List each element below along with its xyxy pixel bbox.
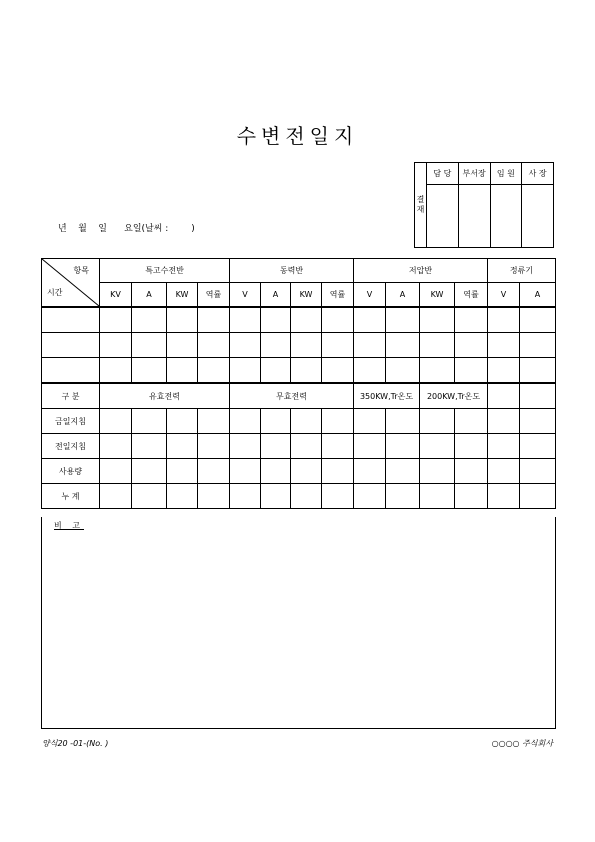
subheader: A: [261, 283, 291, 308]
data-cell[interactable]: [132, 459, 167, 484]
data-cell[interactable]: [261, 409, 291, 434]
company-name: ○○○○ 주식회사: [491, 739, 553, 748]
data-cell[interactable]: [455, 434, 488, 459]
summary-row: [42, 434, 556, 459]
data-cell[interactable]: [488, 333, 520, 358]
subheader: 역률: [198, 283, 230, 308]
data-cell[interactable]: [520, 333, 556, 358]
subheader: V: [230, 283, 261, 308]
data-cell[interactable]: [488, 307, 520, 333]
data-cell[interactable]: [132, 307, 167, 333]
summary-row: [42, 459, 556, 484]
approval-sign-executive[interactable]: [490, 185, 522, 248]
approval-sign-president[interactable]: [522, 185, 554, 248]
data-cell[interactable]: [230, 434, 261, 459]
data-cell[interactable]: [230, 307, 261, 333]
data-cell[interactable]: [132, 409, 167, 434]
remarks-box[interactable]: [41, 517, 556, 729]
section-reactive-power: 무효전력: [230, 383, 354, 409]
data-cell[interactable]: [455, 333, 488, 358]
data-cell[interactable]: [198, 434, 230, 459]
data-cell[interactable]: [386, 409, 420, 434]
data-cell[interactable]: [261, 307, 291, 333]
data-cell[interactable]: [455, 409, 488, 434]
time-cell[interactable]: [42, 333, 100, 358]
data-cell[interactable]: [198, 409, 230, 434]
data-cell[interactable]: [488, 383, 520, 409]
group-header-low-voltage: 저압반: [354, 259, 488, 283]
data-row: [42, 307, 556, 333]
data-cell[interactable]: [488, 459, 520, 484]
data-cell[interactable]: [230, 358, 261, 384]
data-cell[interactable]: [386, 333, 420, 358]
approval-role-executive: 임 원: [490, 163, 522, 185]
data-cell[interactable]: [261, 434, 291, 459]
corner-item-label: 항목: [73, 266, 89, 275]
subheader: V: [354, 283, 386, 308]
document-title: 수변전일지: [236, 124, 359, 148]
approval-side-label: 결 재: [415, 163, 427, 248]
data-cell[interactable]: [420, 459, 455, 484]
data-cell[interactable]: [455, 484, 488, 509]
data-cell[interactable]: [261, 358, 291, 384]
data-cell[interactable]: [420, 434, 455, 459]
subheader: KW: [420, 283, 455, 308]
data-cell[interactable]: [291, 358, 322, 384]
data-cell[interactable]: [520, 383, 556, 409]
data-cell[interactable]: [322, 459, 354, 484]
data-cell[interactable]: [167, 484, 198, 509]
section-label: 구 분: [42, 383, 100, 409]
summary-row: [42, 484, 556, 509]
data-cell[interactable]: [167, 307, 198, 333]
subheader: A: [386, 283, 420, 308]
data-cell[interactable]: [354, 307, 386, 333]
data-cell[interactable]: [520, 358, 556, 384]
data-cell[interactable]: [420, 358, 455, 384]
data-cell[interactable]: [291, 434, 322, 459]
data-cell[interactable]: [291, 484, 322, 509]
data-cell[interactable]: [386, 358, 420, 384]
data-cell[interactable]: [167, 459, 198, 484]
data-cell[interactable]: [420, 307, 455, 333]
data-cell[interactable]: [420, 409, 455, 434]
data-cell[interactable]: [198, 333, 230, 358]
data-cell[interactable]: [455, 307, 488, 333]
subheader: KW: [291, 283, 322, 308]
data-cell[interactable]: [386, 484, 420, 509]
summary-label-usage: 사용량: [42, 459, 100, 484]
data-cell[interactable]: [100, 459, 132, 484]
data-cell[interactable]: [322, 333, 354, 358]
data-cell[interactable]: [132, 434, 167, 459]
log-table: [41, 258, 556, 509]
data-cell[interactable]: [520, 307, 556, 333]
corner-time-label: 시간: [47, 288, 63, 297]
data-cell[interactable]: [230, 409, 261, 434]
data-cell[interactable]: [488, 358, 520, 384]
data-cell[interactable]: [230, 459, 261, 484]
data-cell[interactable]: [488, 434, 520, 459]
group-header-high-voltage: 특고수전반: [100, 259, 230, 283]
summary-label-today: 금일지침: [42, 409, 100, 434]
approval-sign-manager[interactable]: [458, 185, 490, 248]
data-cell[interactable]: [520, 409, 556, 434]
data-cell[interactable]: [100, 484, 132, 509]
data-cell[interactable]: [261, 484, 291, 509]
subheader: 역률: [455, 283, 488, 308]
section-tr200-temp: 200KW,Tr온도: [420, 383, 488, 409]
data-cell[interactable]: [198, 307, 230, 333]
subheader: V: [488, 283, 520, 308]
subheader: KV: [100, 283, 132, 308]
data-cell[interactable]: [455, 459, 488, 484]
data-cell[interactable]: [230, 333, 261, 358]
data-cell[interactable]: [322, 434, 354, 459]
form-number: 양식20 -01-(No. ): [42, 739, 109, 748]
data-cell[interactable]: [132, 333, 167, 358]
subheader: A: [132, 283, 167, 308]
data-cell[interactable]: [322, 409, 354, 434]
data-cell[interactable]: [420, 484, 455, 509]
data-cell[interactable]: [167, 409, 198, 434]
data-cell[interactable]: [386, 434, 420, 459]
data-cell[interactable]: [100, 333, 132, 358]
data-cell[interactable]: [261, 459, 291, 484]
data-cell[interactable]: [386, 307, 420, 333]
data-cell[interactable]: [386, 459, 420, 484]
corner-header: [42, 259, 100, 308]
data-cell[interactable]: [291, 459, 322, 484]
date-weather-line: 년 월 일 요일(날씨 : ): [58, 224, 195, 234]
data-cell[interactable]: [198, 358, 230, 384]
data-cell[interactable]: [291, 307, 322, 333]
data-row: [42, 333, 556, 358]
data-cell[interactable]: [455, 358, 488, 384]
approval-role-manager: 부서장: [458, 163, 490, 185]
summary-row: [42, 409, 556, 434]
data-cell[interactable]: [132, 484, 167, 509]
time-cell[interactable]: [42, 307, 100, 333]
subheader: 역률: [322, 283, 354, 308]
section-row: [42, 383, 556, 409]
summary-label-yesterday: 전일지침: [42, 434, 100, 459]
data-cell[interactable]: [488, 409, 520, 434]
data-cell[interactable]: [354, 358, 386, 384]
data-cell[interactable]: [322, 358, 354, 384]
data-cell[interactable]: [354, 333, 386, 358]
data-cell[interactable]: [291, 409, 322, 434]
data-cell[interactable]: [100, 409, 132, 434]
data-cell[interactable]: [420, 333, 455, 358]
remarks-label: 비 고: [54, 521, 84, 530]
data-cell[interactable]: [198, 459, 230, 484]
approval-sign-staff[interactable]: [427, 185, 459, 248]
data-cell[interactable]: [132, 358, 167, 384]
approval-role-staff: 담 당: [427, 163, 459, 185]
section-tr350-temp: 350KW,Tr온도: [354, 383, 420, 409]
data-cell[interactable]: [100, 434, 132, 459]
data-cell[interactable]: [354, 409, 386, 434]
data-cell[interactable]: [354, 484, 386, 509]
summary-label-cumulative: 누 계: [42, 484, 100, 509]
approval-role-president: 사 장: [522, 163, 554, 185]
data-cell[interactable]: [261, 333, 291, 358]
data-cell[interactable]: [488, 484, 520, 509]
data-cell[interactable]: [167, 358, 198, 384]
subheader: A: [520, 283, 556, 308]
data-cell[interactable]: [354, 459, 386, 484]
approval-box: [414, 162, 554, 248]
data-cell[interactable]: [100, 307, 132, 333]
data-cell[interactable]: [230, 484, 261, 509]
data-cell[interactable]: [322, 307, 354, 333]
data-cell[interactable]: [167, 333, 198, 358]
data-row: [42, 358, 556, 384]
subheader: KW: [167, 283, 198, 308]
section-active-power: 유효전력: [100, 383, 230, 409]
data-cell[interactable]: [322, 484, 354, 509]
data-cell[interactable]: [354, 434, 386, 459]
data-cell[interactable]: [520, 484, 556, 509]
group-header-power: 동력반: [230, 259, 354, 283]
time-cell[interactable]: [42, 358, 100, 384]
data-cell[interactable]: [291, 333, 322, 358]
data-cell[interactable]: [520, 459, 556, 484]
data-cell[interactable]: [167, 434, 198, 459]
group-header-rectifier: 정류기: [488, 259, 556, 283]
data-cell[interactable]: [520, 434, 556, 459]
data-cell[interactable]: [198, 484, 230, 509]
data-cell[interactable]: [100, 358, 132, 384]
